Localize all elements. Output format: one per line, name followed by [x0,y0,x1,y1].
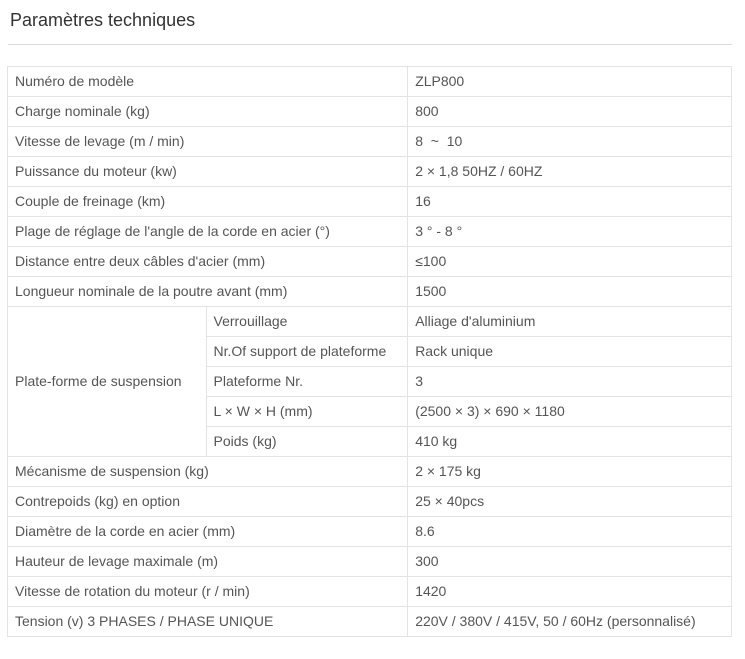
row-label: Longueur nominale de la poutre avant (mm) [8,277,408,307]
row-label: Couple de freinage (km) [8,187,408,217]
row-label: Vitesse de rotation du moteur (r / min) [8,577,408,607]
table-row [8,577,732,607]
table-row [8,487,732,517]
spec-table [7,66,732,637]
row-label: Mécanisme de suspension (kg) [8,457,408,487]
table-row [8,607,732,637]
row-label: Diamètre de la corde en acier (mm) [8,517,408,547]
row-value: ≤100 [408,247,732,277]
table-row [8,127,732,157]
row-value: Alliage d'aluminium [408,307,732,337]
row-value: 1500 [408,277,732,307]
row-value: 25 × 40pcs [408,487,732,517]
table-row [8,97,732,127]
row-label: Plage de réglage de l'angle de la corde en acier (°) [8,217,408,247]
sub-row-label: L × W × H (mm) [206,397,408,427]
sub-row-label: Plateforme Nr. [206,367,408,397]
row-label: Puissance du moteur (kw) [8,157,408,187]
row-value: 410 kg [408,427,732,457]
row-label: Numéro de modèle [8,67,408,97]
table-row [8,277,732,307]
row-value: 8.6 [408,517,732,547]
row-value: ZLP800 [408,67,732,97]
row-value: 1420 [408,577,732,607]
table-row [8,547,732,577]
row-label: Vitesse de levage (m / min) [8,127,408,157]
row-label: Distance entre deux câbles d'acier (mm) [8,247,408,277]
sub-row-label: Verrouillage [206,307,408,337]
sub-row-label: Nr.Of support de plateforme [206,337,408,367]
table-row [8,247,732,277]
table-row [8,217,732,247]
row-value: 300 [408,547,732,577]
table-row [8,307,732,337]
row-value: Rack unique [408,337,732,367]
row-value: 3 ° - 8 ° [408,217,732,247]
row-label: Charge nominale (kg) [8,97,408,127]
table-row [8,517,732,547]
page-title: Paramètres techniques [10,10,196,30]
row-value: 8 ~ 10 [408,127,732,157]
row-value: 220V / 380V / 415V, 50 / 60Hz (personnalisé) [408,607,732,637]
row-value: 2 × 175 kg [408,457,732,487]
table-row [8,157,732,187]
table-row [8,67,732,97]
table-row [8,457,732,487]
row-value: 2 × 1,8 50HZ / 60HZ [408,157,732,187]
row-label: Hauteur de levage maximale (m) [8,547,408,577]
row-value: 800 [408,97,732,127]
group-label: Plate-forme de suspension [8,307,207,457]
row-label: Contrepoids (kg) en option [8,487,408,517]
row-value: 3 [408,367,732,397]
row-label: Tension (v) 3 PHASES / PHASE UNIQUE [8,607,408,637]
table-row [8,187,732,217]
row-value: (2500 × 3) × 690 × 1180 [408,397,732,427]
title-divider [8,44,732,45]
sub-row-label: Poids (kg) [206,427,408,457]
row-value: 16 [408,187,732,217]
